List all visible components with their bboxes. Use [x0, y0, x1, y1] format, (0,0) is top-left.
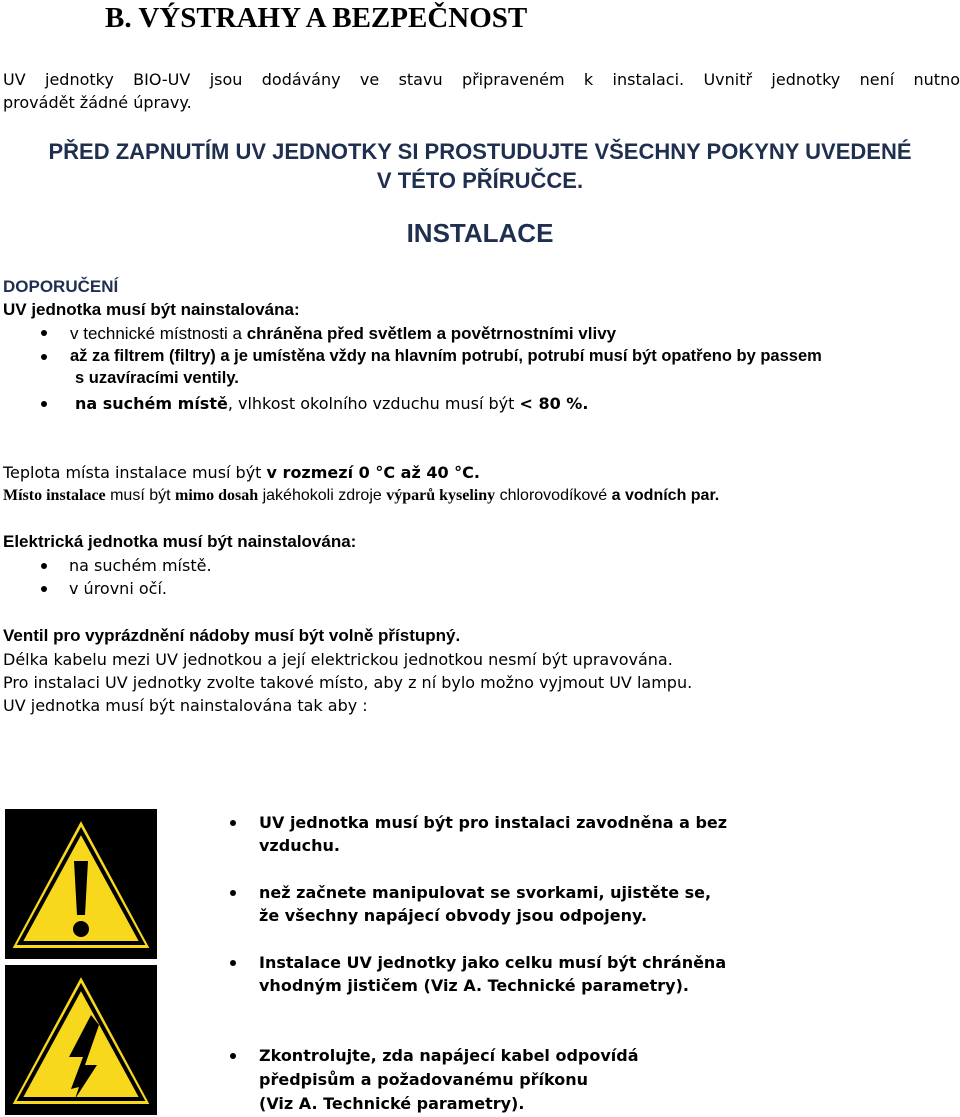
section-title: INSTALACE [406, 218, 554, 248]
safety-item-2-line-1: než začnete manipulovat se svorkami, ujistěte se, [259, 883, 712, 902]
item-3-text: , vlhkost okolního vzduchu musí být [227, 394, 520, 413]
item-3-bold: na suchém místě [75, 394, 228, 413]
bullet-icon [41, 354, 47, 360]
safety-item-4-line-3: (Viz A. Technické parametry). [259, 1094, 525, 1113]
page-title: B. VÝSTRAHY A BEZPEČNOST [105, 2, 528, 34]
high-voltage-warning-icon [5, 965, 157, 1115]
location-s1: Místo instalace [3, 487, 106, 504]
bullet-icon [41, 586, 47, 592]
recommendation-item-2-line-1: až za filtrem (filtry) a je umístěna vždy na hlavním potrubí, potrubí musí být opatřeno by passem [70, 347, 822, 365]
exclamation-warning-icon [5, 809, 157, 959]
warning-line-2: V TÉTO PŘÍRUČCE. [376, 168, 584, 193]
electrical-item-1: na suchém místě. [69, 556, 212, 575]
location-s4: jakéhokoli zdroje [258, 487, 387, 504]
temperature-range: v rozmezí 0 °C až 40 °C. [266, 463, 480, 482]
item-3-bold-2: < 80 %. [519, 394, 589, 413]
item-1-text: v technické místnosti a [70, 324, 247, 343]
electrical-item-2: v úrovni očí. [69, 579, 167, 598]
recommendation-item-2-line-2: s uzavíracími ventily. [75, 369, 239, 387]
location-s6: chlorovodíkové [495, 487, 612, 504]
item-1-bold: chráněna před světlem a povětrnostními vlivy [246, 324, 617, 343]
safety-item-1-line-2: vzduchu. [259, 836, 340, 855]
safety-item-4-line-2: předpisům a požadovanému příkonu [259, 1070, 589, 1089]
safety-item-2-line-2: že všechny napájecí obvody jsou odpojeny. [259, 906, 648, 925]
bullet-icon [41, 330, 47, 336]
location-s7: a vodních par. [611, 487, 720, 504]
bullet-icon [230, 960, 236, 966]
bullet-icon [230, 820, 236, 826]
bullet-icon [41, 563, 47, 569]
recommendation-label: DOPORUČENÍ [3, 277, 119, 296]
safety-item-3-line-2: vhodným jističem (Viz A. Technické parametry). [259, 976, 689, 995]
intro-paragraph [3, 68, 960, 114]
warning-line-1: PŘED ZAPNUTÍM UV JEDNOTKY SI PROSTUDUJTE VŠECHNY POKYNY UVEDENÉ [48, 139, 912, 164]
intro-line-2: provádět žádné úpravy. [3, 93, 192, 112]
note-cable: Délka kabelu mezi UV jednotkou a její elektrickou jednotkou nesmí být upravována. [3, 650, 673, 669]
intro-line-1: UV jednotky BIO-UV jsou dodávány ve stavu připraveném k instalaci. Uvnitř jednotky není nutno [3, 70, 960, 89]
safety-item-4-line-1: Zkontrolujte, zda napájecí kabel odpovídá [259, 1046, 639, 1065]
electrical-title: Elektrická jednotka musí být nainstalována: [3, 532, 357, 551]
recommendation-item-3 [75, 392, 588, 415]
recommendation-item-1 [70, 322, 616, 345]
bullet-icon [230, 1053, 236, 1059]
location-s5: výparů kyseliny [386, 487, 496, 504]
safety-item-3-line-1: Instalace UV jednotky jako celku musí být chráněna [259, 953, 727, 972]
note-so: UV jednotka musí být nainstalována tak aby : [3, 696, 368, 715]
bullet-icon [41, 401, 47, 407]
location-s2: musí být [105, 487, 176, 504]
recommendation-intro: UV jednotka musí být nainstalována: [3, 300, 300, 319]
temperature-text: Teplota místa instalace musí být [3, 463, 267, 482]
safety-item-1-line-1: UV jednotka musí být pro instalaci zavodněna a bez [259, 813, 728, 832]
note-lamp: Pro instalaci UV jednotky zvolte takové místo, aby z ní bylo možno vyjmout UV lampu. [3, 673, 693, 692]
note-valve: Ventil pro vyprázdnění nádoby musí být volně přístupný. [3, 626, 461, 645]
location-line [3, 484, 719, 507]
temperature-line [3, 461, 480, 484]
bullet-icon [230, 890, 236, 896]
location-s3: mimo dosah [175, 487, 259, 504]
